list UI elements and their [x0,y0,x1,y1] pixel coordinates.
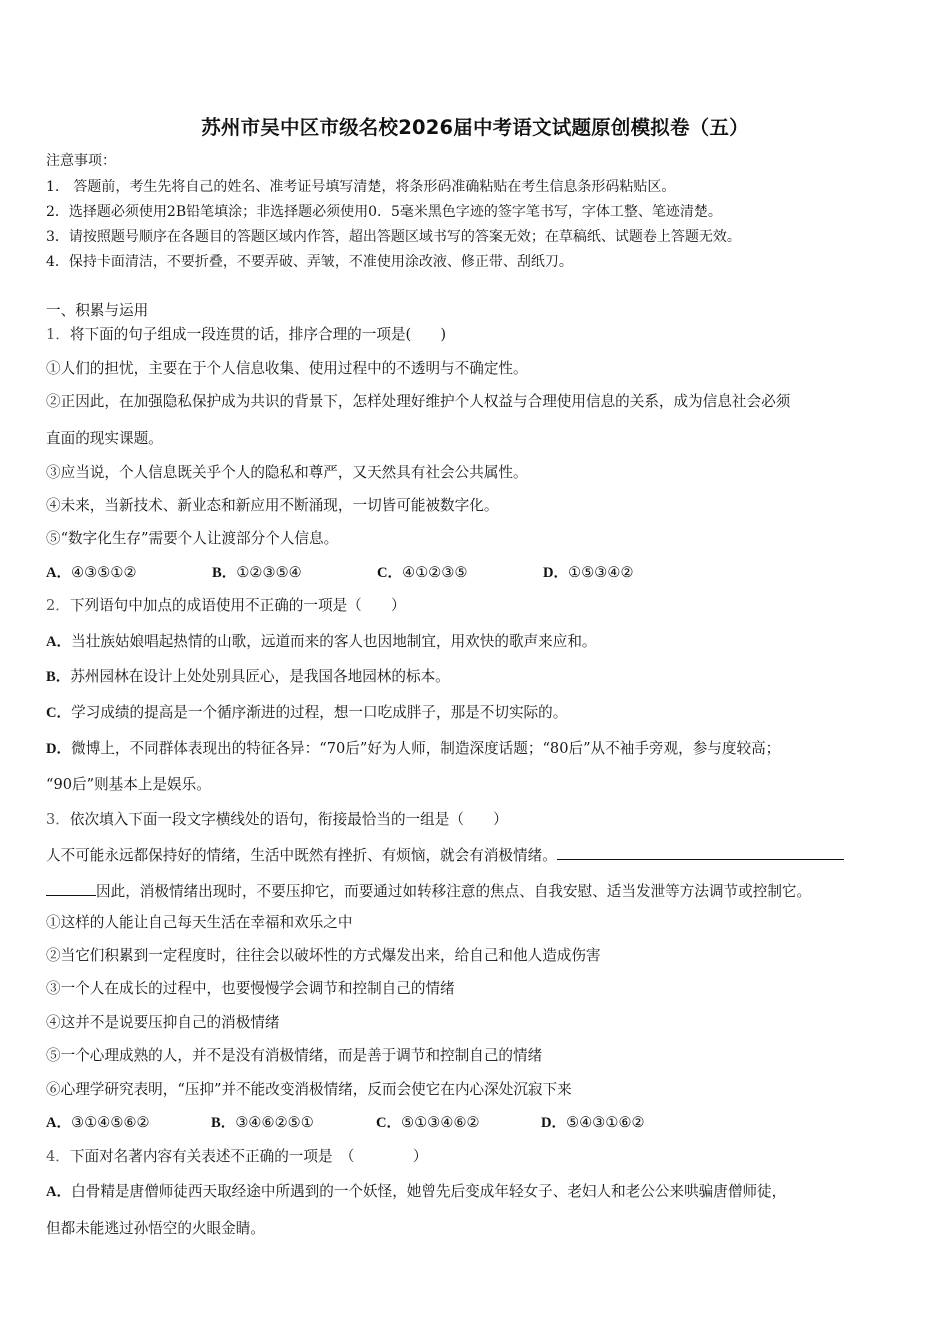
question-number: 1． [46,326,70,343]
question-number: 2． [46,597,70,614]
option-b[interactable]: B．苏州园林在设计上处处别具匠心，是我国各地园林的标本。 [46,668,450,685]
question-3-stem [46,811,508,829]
option-a[interactable]: A．白骨精是唐僧师徒西天取经途中所遇到的一个妖怪，她曾先后变成年轻女子、老妇人和老公公来哄骗唐僧师徒， [46,1183,787,1200]
notice-item: 3．请按照题号顺序在各题目的答题区域内作答，超出答题区域书写的答案无效；在草稿纸、试题卷上答题无效。 [46,229,741,245]
notice-item: 1. 答题前，考生先将自己的姓名、准考证号填写清楚，将条形码准确粘贴在考生信息条形码粘贴区。 [46,179,676,195]
exam-title: 苏州市吴中区市级名校2026届中考语文试题原创模拟卷（五） [201,116,749,139]
question-3-sentence: ③一个人在成长的过程中，也要慢慢学会调节和控制自己的情绪 [46,980,455,997]
question-1-sentence: ⑤“数字化生存”需要个人让渡部分个人信息。 [46,530,339,547]
question-3-passage: 人不可能永远都保持好的情绪，生活中既然有挫折、有烦恼，就会有消极情绪。 [46,845,844,865]
option-d-cont: “90后”则基本上是娱乐。 [46,776,211,793]
question-1-sentence: ④未来，当新技术、新业态和新应用不断涌现，一切皆可能被数字化。 [46,497,499,514]
question-1-stem [46,326,446,344]
option-c[interactable]: C．⑤①③④⑥② [376,1114,480,1131]
option-a[interactable]: A．当壮族姑娘唱起热情的山歌，远道而来的客人也因地制宜，用欢快的歌声来应和。 [46,633,597,650]
question-1-sentence: ③应当说，个人信息既关乎个人的隐私和尊严，又天然具有社会公共属性。 [46,464,528,481]
question-text: 下面对名著内容有关表述不正确的一项是 （ ） [69,1148,428,1165]
question-3-passage-cont: 因此，消极情绪出现时，不要压抑它，而要通过如转移注意的焦点、自我安慰、适当发泄等方法调节或控制它。 [46,881,811,901]
option-b[interactable]: B．①②③⑤④ [212,564,302,581]
option-d[interactable]: D．⑤④③①⑥② [541,1114,645,1131]
option-c[interactable]: C．④①②③⑤ [377,564,468,581]
question-number: 4． [46,1148,70,1165]
option-c[interactable]: C．学习成绩的提高是一个循序渐进的过程，想一口吃成胖子，那是不切实际的。 [46,704,568,721]
option-d[interactable]: D．①⑤③④② [543,564,634,581]
question-4-stem [46,1148,427,1166]
notice-heading: 注意事项： [46,153,116,169]
question-2-stem [46,597,406,615]
option-d[interactable]: D．微博上，不同群体表现出的特征各异：“70后”好为人师，制造深度话题；“80后”从不袖手旁观，参与度较高； [46,740,781,757]
notice-item: 2．选择题必须使用2B铅笔填涂；非选择题必须使用0．5毫米黑色字迹的签字笔书写，字体工整、笔迹清楚。 [46,204,722,220]
question-3-sentence: ⑤一个心理成熟的人，并不是没有消极情绪，而是善于调节和控制自己的情绪 [46,1047,543,1064]
section-title: 一、积累与运用 [46,302,149,319]
question-text: 依次填入下面一段文字横线处的语句，衔接最恰当的一组是（ ） [69,811,508,828]
option-b[interactable]: B．③④⑥②⑤① [211,1114,314,1131]
question-text: 下列语句中加点的成语使用不正确的一项是（ ） [69,597,406,614]
fill-blank[interactable] [46,881,96,896]
question-3-sentence: ⑥心理学研究表明，“压抑”并不能改变消极情绪，反而会使它在内心深处沉寂下来 [46,1081,572,1098]
option-a[interactable]: A．④③⑤①② [46,564,137,581]
notice-item: 4．保持卡面清洁，不要折叠，不要弄破、弄皱，不准使用涂改液、修正带、刮纸刀。 [46,254,573,270]
question-3-sentence: ④这并不是说要压抑自己的消极情绪 [46,1014,280,1031]
question-3-sentence: ②当它们积累到一定程度时，往往会以破坏性的方式爆发出来，给自己和他人造成伤害 [46,947,601,964]
question-1-sentence: ②正因此，在加强隐私保护成为共识的背景下，怎样处理好维护个人权益与合理使用信息的关系，成为信息社会必须 [46,393,791,410]
question-number: 3． [46,811,70,828]
option-a-cont: 但都未能逃过孙悟空的火眼金睛。 [46,1220,265,1237]
question-text: 将下面的句子组成一段连贯的话，排序合理的一项是( ) [69,326,447,343]
fill-blank[interactable] [557,845,844,860]
question-1-sentence: ①人们的担忧，主要在于个人信息收集、使用过程中的不透明与不确定性。 [46,360,528,377]
question-1-sentence-cont: 直面的现实课题。 [46,430,163,447]
question-3-sentence: ①这样的人能让自己每天生活在幸福和欢乐之中 [46,914,353,931]
option-a[interactable]: A．③①④⑤⑥② [46,1114,150,1131]
